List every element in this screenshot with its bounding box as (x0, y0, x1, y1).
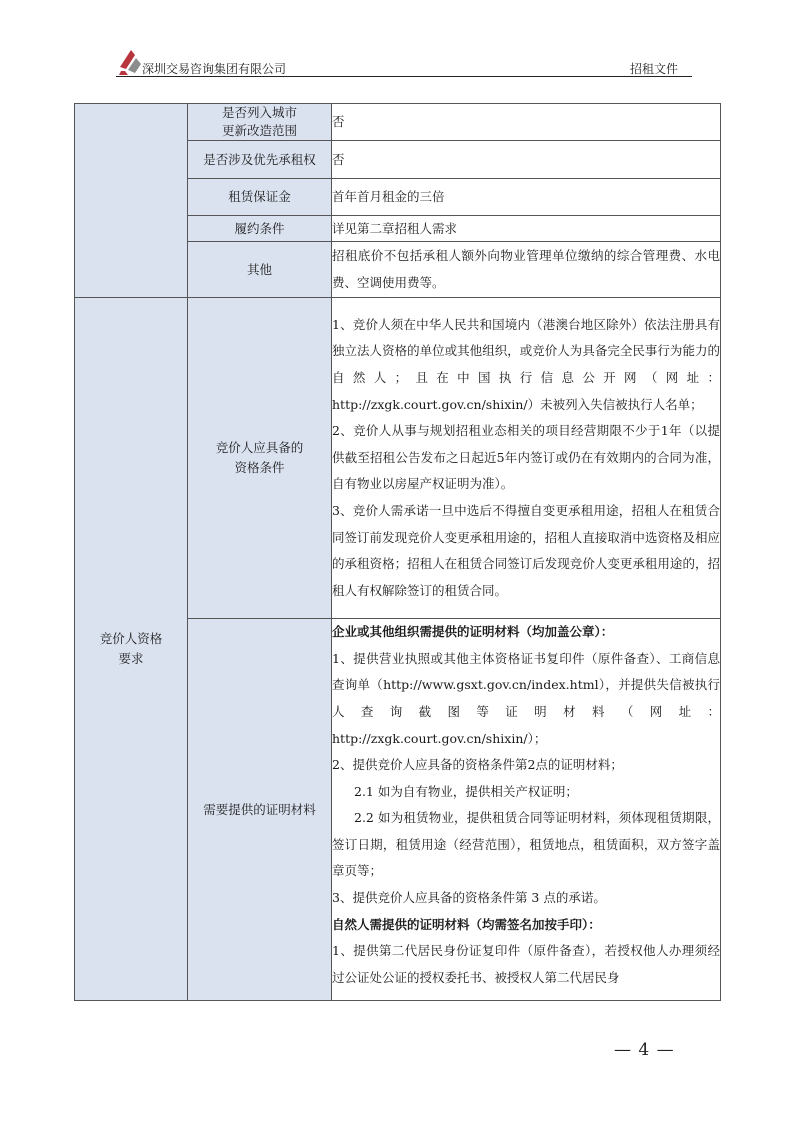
upper-section-cell (75, 104, 188, 298)
qualification-item: 3、竞价人需承诺一旦中选后不得擅自变更承租用途，招租人在租赁合同签订前发现竞价人变更承租用途的，招租人直接取消中选资格及相应的承租资格；招租人在租赁合同签订后发现竞价人变更承租用途的，招租人有权解除签订的租赁合同。 (332, 503, 720, 598)
proof-item: 1、提供营业执照或其他主体资格证书复印件（原件备查）、工商信息查询单（http://www.gsxt.gov.cn/index.html），并提供失信被执行人查询截图等证明材料（网址：http://zxgk.court.gov.cn/shixin/）； (332, 650, 720, 746)
label-qualification-conditions: 竞价人应具备的 资格条件 (188, 298, 332, 619)
table-row (75, 104, 721, 141)
proof-materials-text (332, 619, 721, 1001)
qualification-item: 2、竞价人从事与规划招租业态相关的项目经营期限不少于1年（以提供截至招租公告发布之日起近5年内签订或仍在有效期内的合同为准，自有物业以房屋产权证明为准）。 (332, 423, 720, 492)
proof-item: 2、提供竞价人应具备的资格条件第2点的证明材料； (332, 757, 623, 773)
requirements-table (74, 103, 721, 1001)
label-performance: 履约条件 (188, 216, 332, 242)
label-deposit: 租赁保证金 (188, 179, 332, 216)
value-performance: 详见第二章招租人需求 (332, 216, 721, 242)
label-proof-materials: 需要提供的证明材料 (188, 619, 332, 1001)
label-urban-renewal: 是否列入城市 更新改造范围 (188, 104, 332, 141)
value-priority-lease: 否 (332, 141, 721, 179)
document-type: 招租文件 (629, 62, 678, 76)
proof-subitem: 2.2 如为租赁物业，提供租赁合同等证明材料，须体现租赁期限，签订日期，租赁用途（经营范围），租赁地点，租赁面积，双方签字盖章页等； (332, 810, 720, 879)
proof-subitem: 2.1 如为自有物业，提供相关产权证明； (354, 783, 578, 799)
person-proof-heading: 自然人需提供的证明材料（均需签名加按手印）： (332, 916, 601, 932)
org-proof-heading: 企业或其他组织需提供的证明材料（均加盖公章）： (332, 624, 614, 640)
value-other: 招租底价不包括承租人额外向物业管理单位缴纳的综合管理费、水电费、空调使用费等。 (332, 242, 721, 298)
value-urban-renewal: 否 (332, 104, 721, 141)
qualification-conditions-text (332, 298, 721, 619)
label-priority-lease: 是否涉及优先承租权 (188, 141, 332, 179)
qualification-item: 1、竞价人须在中华人民共和国境内（港澳台地区除外）依法注册具有独立法人资格的单位或其他组织，或竞价人为具备完全民事行为能力的自然人；且在中国执行信息公开网（网址：http://zxgk.court.gov.cn/shixin/）未被列入失信被执行人名单； (332, 316, 720, 412)
label-other: 其他 (188, 242, 332, 298)
value-deposit: 首年首月租金的三倍 (332, 179, 721, 216)
company-name: 深圳交易咨询集团有限公司 (142, 62, 287, 76)
page-header (116, 46, 692, 76)
page-number: — 4 — (614, 1040, 675, 1060)
header-divider (116, 76, 692, 77)
section-qualification-requirements: 竞价人资格 要求 (75, 298, 188, 1001)
table-row (75, 298, 721, 619)
proof-item: 3、提供竞价人应具备的资格条件第 3 点的承诺。 (332, 890, 606, 906)
proof-item: 1、提供第二代居民身份证复印件（原件备查），若授权他人办理须经过公证处公证的授权委托书、被授权人第二代居民身 (332, 943, 720, 985)
